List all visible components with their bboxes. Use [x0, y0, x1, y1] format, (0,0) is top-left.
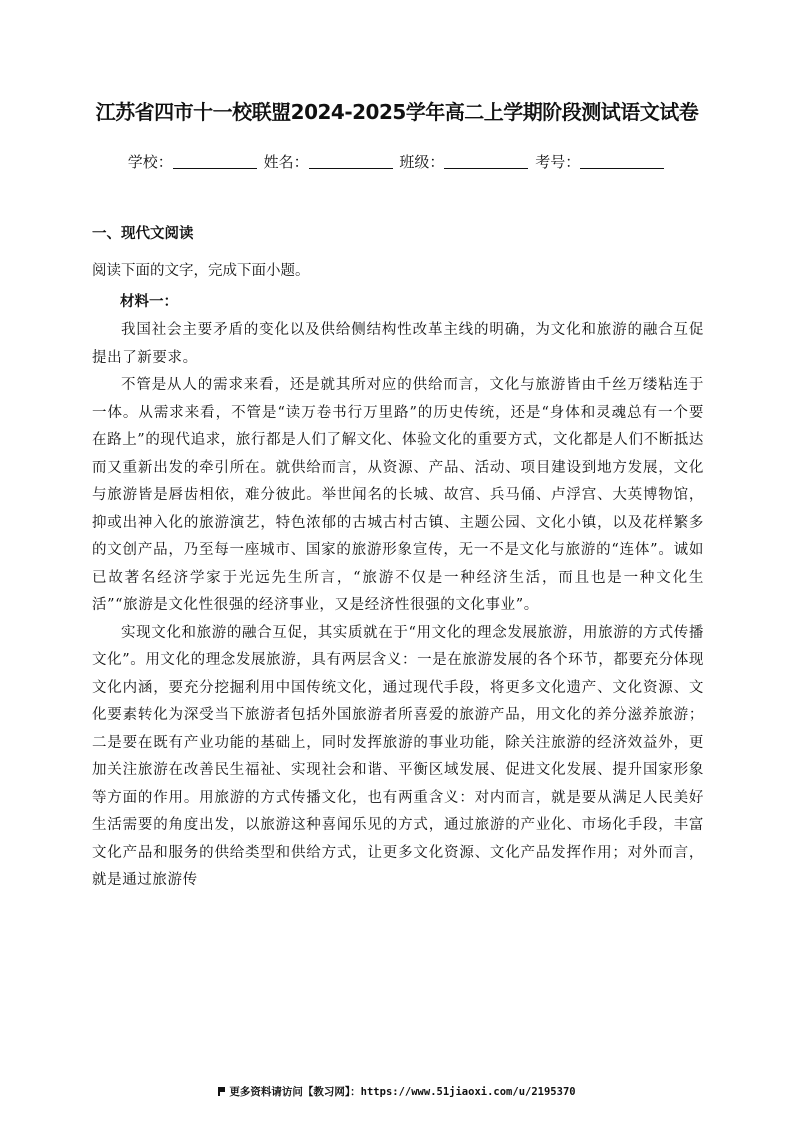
passage-paragraph: 不管是从人的需求来看，还是就其所对应的供给而言，文化与旅游皆由千丝万缕粘连于一体。从需求来看，不管是“读万卷书行万里路”的历史传统，还是“身体和灵魂总有一个要在路上”的现代追求，旅行都是人们了解文化、体验文化的重要方式，文化都是人们不断抵达而又重新出发的牵引所在。就供给而言，从资源、产品、活动、项目建设到地方发展，文化与旅游皆是唇齿相依，难分彼此。举世闻名的长城、故宫、兵马俑、卢浮宫、大英博物馆，抑或出神入化的旅游演艺，特色浓郁的古城古村古镇、主题公园、文化小镇，以及花样繁多的文创产品，乃至每一座城市、国家的旅游形象宣传，无一不是文化与旅游的“连体”。诚如已故著名经济学家于光远先生所言，“旅游不仅是一种经济生活，而且也是一种文化生活”“旅游是文化性很强的经济事业，又是经济性很强的文化事业”。: [92, 377, 705, 613]
name-label: 姓名：: [263, 153, 309, 171]
exam-number-label: 考号：: [535, 153, 581, 171]
section-heading: 一、现代文阅读: [92, 226, 194, 242]
page-footer: [0, 1084, 794, 1099]
passage-paragraph: 实现文化和旅游的融合互促，其实质就在于“用文化的理念发展旅游，用旅游的方式传播文化”。用文化的理念发展旅游，具有两层含义：一是在旅游发展的各个环节，都要充分体现文化内涵，要充分挖掘利用中国传统文化，通过现代手段，将更多文化遗产、文化资源、文化要素转化为深受当下旅游者包括外国旅游者所喜爱的旅游产品，用文化的养分滋养旅游；二是要在既有产业功能的基础上，同时发挥旅游的事业功能，除关注旅游的经济效益外，更加关注旅游在改善民生福祉、实现社会和谐、平衡区域发展、促进文化发展、提升国家形象等方面的作用。用旅游的方式传播文化，也有两重含义：对内而言，就是要从满足人民美好生活需要的角度出发，以旅游这种喜闻乐见的方式，通过旅游的产业化、市场化手段，丰富文化产品和服务的供给类型和供给方式，让更多文化资源、文化产品发挥作用；对外而言，就是通过旅游传: [92, 624, 705, 888]
footer-link-text[interactable]: 更多资料请访问【教习网】：https://www.51jiaoxi.com/u/2195370: [229, 1086, 576, 1098]
school-label: 学校：: [127, 153, 173, 171]
passage-paragraph: 我国社会主要矛盾的变化以及供给侧结构性改革主线的明确，为文化和旅游的融合互促提出了新要求。: [92, 322, 704, 366]
flag-icon: [218, 1087, 225, 1096]
material-label: 材料一：: [120, 293, 178, 310]
student-info-line: [0, 151, 794, 172]
school-blank[interactable]: [173, 154, 257, 169]
class-label: 班级：: [399, 153, 445, 171]
reading-instruction: 阅读下面的文字，完成下面小题。: [92, 263, 310, 279]
exam-title: 江苏省四市十一校联盟2024-2025学年高二上学期阶段测试语文试卷: [95, 100, 699, 124]
class-blank[interactable]: [444, 154, 528, 169]
reading-passage: [92, 317, 704, 895]
exam-number-blank[interactable]: [580, 154, 664, 169]
name-blank[interactable]: [309, 154, 393, 169]
